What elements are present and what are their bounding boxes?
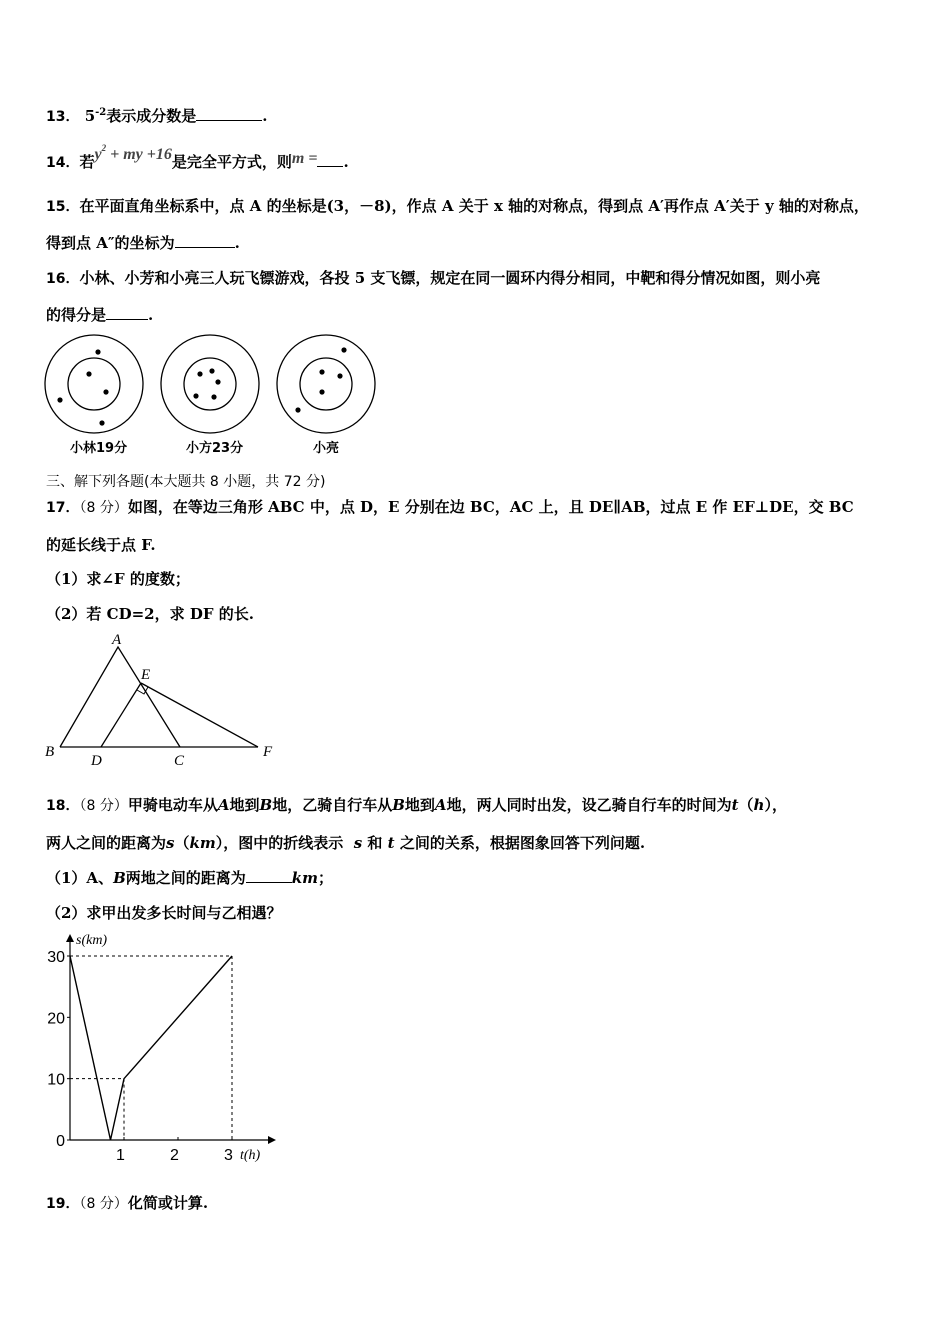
inner-ring [68, 358, 120, 410]
y-axis-label: s(km) [76, 933, 108, 948]
outer-ring [161, 335, 259, 433]
dart-hit [57, 397, 62, 402]
x-tick-label: 3 [224, 1147, 233, 1164]
question-number: 19． [46, 1196, 80, 1212]
y-tick-label: 30 [47, 949, 65, 966]
base: 5 [84, 107, 96, 125]
text-part: 地到 [229, 796, 260, 814]
dartboard-xiaoliang [276, 334, 376, 464]
question-prefix: 若 [79, 153, 95, 171]
question-text: 如图，在等边三角形 ABC 中，点 D，E 分别在边 BC，AC 上，且 DE∥AB，过点 E 作 EF⊥DE，交 BC [127, 498, 854, 516]
question-17-line2: 的延长线于点 F. [46, 536, 156, 554]
var-km: km [189, 834, 216, 852]
var-t: t [387, 834, 395, 852]
dart-hit [211, 394, 216, 399]
question-text: 小林、小芳和小亮三人玩飞镖游戏，各投 5 支飞镖，规定在同一圆环内得分相同，中靶和得分情况如图，则小亮 [79, 269, 821, 287]
label-b: B [45, 744, 55, 760]
outer-ring [277, 335, 375, 433]
label-d: D [91, 753, 102, 769]
question-score: （8 分） [79, 798, 128, 814]
text-part: （1）A、 [46, 869, 114, 887]
var-a: A [217, 796, 230, 814]
question-score: （8 分） [79, 500, 128, 516]
segment-de [101, 683, 141, 747]
dart-hit [103, 389, 108, 394]
question-19 [46, 1193, 208, 1214]
question-18-sub2: （2）求甲出发多长时间与乙相遇？ [46, 904, 282, 922]
x-axis-arrow [268, 1136, 276, 1144]
var-h: h [753, 796, 765, 814]
triangle-abc [60, 647, 180, 747]
question-18-line1 [46, 795, 787, 816]
dart-hit [197, 371, 202, 376]
label-a: A [112, 632, 122, 648]
text-part: 地，两人同时出发，设乙骑自行车的时间为 [446, 796, 732, 814]
question-15-line2 [46, 233, 240, 253]
var-s: s [166, 834, 175, 852]
answer-blank [246, 868, 292, 883]
question-13 [46, 103, 268, 127]
x-tick-label: 1 [116, 1147, 125, 1164]
text-part: 和 [367, 834, 383, 852]
text-part: 之间的关系，根据图象回答下列问题. [399, 834, 646, 852]
dart-hit [86, 371, 91, 376]
unit-km: km [291, 869, 319, 887]
text-part: 两人之间的距离为 [46, 834, 167, 852]
expression: $y^2$ + my +16 [94, 143, 172, 163]
question-14 [46, 143, 349, 173]
text-part: （ [738, 796, 754, 814]
text-part: 两地之间的距离为 [125, 869, 246, 887]
var-a: A [434, 796, 447, 814]
dart-hit [215, 379, 220, 384]
y-tick-label: 10 [47, 1071, 65, 1089]
question-number: 18． [46, 798, 80, 814]
text-part: 甲骑电动车从 [127, 796, 218, 814]
question-score: （8 分） [79, 1196, 128, 1212]
question-text: 化简或计算. [127, 1194, 209, 1212]
question-15-line1 [46, 196, 869, 217]
question-number: 14． [46, 155, 80, 171]
dartboard-xiaofang [160, 334, 260, 464]
dart-hit [337, 373, 342, 378]
text-part: 地，乙骑自行车从 [272, 796, 393, 814]
question-17-sub2: （2）若 CD=2，求 DF 的长. [46, 605, 254, 623]
var-s: s [353, 834, 363, 852]
question-text: 表示成分数是 [106, 107, 197, 125]
dart-hit [295, 407, 300, 412]
question-number: 17． [46, 500, 80, 516]
question-number: 16． [46, 271, 80, 287]
answer-blank [196, 106, 262, 121]
target-caption: 小亮 [313, 441, 340, 456]
question-text: 的得分是 [46, 306, 107, 324]
text-part: 地到 [404, 796, 435, 814]
question-text: 在平面直角坐标系中，点 A 的坐标是(3，－8)，作点 A 关于 x 轴的对称点，得到点 A′再作点 A′关于 y 轴的对称点， [79, 197, 869, 215]
segment-ef [141, 683, 258, 747]
dart-hit [319, 389, 324, 394]
m-equals: m = [291, 150, 318, 167]
outer-ring [45, 335, 143, 433]
inner-ring [300, 358, 352, 410]
question-18-sub1 [46, 868, 333, 888]
var-t: t [731, 796, 739, 814]
dart-hit [193, 393, 198, 398]
y-tick-label: 20 [47, 1010, 65, 1028]
target-caption: 小林19分 [70, 441, 128, 456]
period: . [234, 234, 240, 252]
answer-blank [175, 233, 235, 248]
distance-time-chart [40, 928, 275, 1168]
question-17-sub1: （1）求∠F 的度数； [46, 570, 190, 588]
period: . [148, 306, 154, 324]
target-caption: 小方23分 [186, 441, 244, 456]
question-17-line1 [46, 497, 854, 518]
dartboard-xiaolin [44, 334, 144, 464]
question-18-line2 [46, 833, 645, 853]
text-part: ）， [764, 796, 787, 814]
var-b: B [392, 796, 405, 814]
period: . [262, 107, 268, 125]
triangle-figure [40, 628, 290, 773]
exponent: -2 [95, 107, 107, 118]
label-c: C [174, 753, 185, 769]
section-title: 三、解下列各题(本大题共 8 小题，共 72 分) [46, 474, 326, 490]
answer-blank [317, 152, 343, 167]
y-tick-label: 0 [56, 1133, 65, 1150]
var-b: B [113, 869, 126, 887]
answer-blank [106, 305, 148, 320]
dart-hit [209, 368, 214, 373]
question-16-line2 [46, 305, 153, 325]
question-text: 得到点 A″的坐标为 [46, 234, 175, 252]
inner-ring [184, 358, 236, 410]
question-16-line1 [46, 268, 820, 289]
dart-hit [95, 349, 100, 354]
label-f: F [263, 744, 273, 760]
text-part: ； [318, 869, 334, 887]
question-number: 15． [46, 199, 80, 215]
y-axis-arrow [66, 934, 74, 942]
expr-rest: + my +16 [110, 146, 172, 163]
dart-hit [99, 420, 104, 425]
text-part: （ [174, 834, 190, 852]
expr-var: y [94, 146, 102, 163]
x-tick-label: 2 [170, 1147, 179, 1164]
question-text: 是完全平方式，则 [171, 153, 292, 171]
text-part: ），图中的折线表示 [215, 834, 344, 852]
question-number: 13． [46, 109, 80, 125]
dart-hit [319, 369, 324, 374]
dart-hit [341, 347, 346, 352]
data-line [70, 956, 232, 1140]
label-e: E [141, 667, 151, 683]
var-b: B [259, 796, 273, 814]
x-axis-label: t(h) [240, 1148, 261, 1163]
period: . [343, 153, 349, 171]
